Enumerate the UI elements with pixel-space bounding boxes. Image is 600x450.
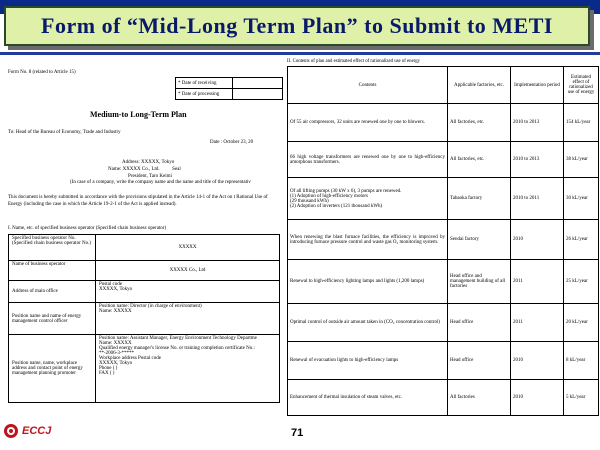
document-title: Medium-to Long-Term Plan: [90, 110, 187, 119]
slide-title: Form of “Mid-Long Term Plan” to Submit to METI: [41, 13, 553, 38]
address-line: (In case of a company, write the company name and the name and title of the representativ: [70, 180, 251, 186]
cell-factories: Tabaoka factory: [448, 178, 511, 220]
section-2-heading: II. Contents of plan and estimated effect of rationalized use of energy: [287, 59, 421, 64]
col-header: Implementation period: [511, 67, 564, 104]
cell-effect: 154 kL/year: [564, 104, 599, 142]
receiving-date-label: * Date of receiving: [176, 78, 233, 89]
table-row: [288, 380, 599, 416]
address-line: Address: XXXXX, Tokyo: [122, 160, 175, 165]
cell-effect: 38 kL/year: [564, 142, 599, 178]
cell-effect: 26 kL/year: [564, 220, 599, 260]
plan-table: [287, 66, 599, 416]
body-paragraph: This document is hereby submitted in accordance with the provisions stipulated in the Article 14-1 of the Act on t Rational Use of Energy (including the case in which the Article 19-2-1 of the Act is applied instead).: [8, 195, 268, 207]
cell-period: 2010 to 2013: [511, 104, 564, 142]
table-row: [288, 260, 599, 304]
section-1-heading: I. Name, etc. of specified business operator (Specified chain business operator): [8, 226, 167, 231]
col-header: Applicable factories, etc.: [448, 67, 511, 104]
cell-factories: All factories: [448, 380, 511, 416]
eccj-logo-icon: [4, 424, 18, 438]
table-row: [288, 304, 599, 342]
col-header: Estimated effect of rationalized use of energy: [564, 67, 599, 104]
cell-contents: Renewal to high-efficiency lighting lamps and lights (1,200 lamps): [288, 260, 448, 304]
eccj-logo: [4, 424, 51, 438]
addressee: To: Head of the Bureau of Economy, Trade and Industry: [8, 130, 121, 135]
row-label: Name of business operator: [9, 261, 96, 281]
cell-contents: Of 55 air compressors, 32 units are renewed one by one to blowers.: [288, 104, 448, 142]
cell-period: 2010 to 2013: [511, 142, 564, 178]
address-line: President, Taro Keimi: [128, 173, 172, 179]
address-line: Name: XXXXX Co., Ltd. Seal: [108, 166, 181, 172]
row-label: Position name, name, workplace address and contact point of energy management planning promoter: [9, 335, 96, 403]
cell-factories: Head office: [448, 342, 511, 380]
cell-contents: 66 high voltage transformers are renewed one by one to high-efficiency amorphous transformers.: [288, 142, 448, 178]
cell-effect: 20 kL/year: [564, 304, 599, 342]
cell-period: 2011: [511, 260, 564, 304]
row-label: Specified business operator No. (Specified chain business operator No.): [9, 235, 96, 261]
row-value: XXXXX: [96, 235, 280, 261]
cell-contents: Of all lifting pumps (30 kW x 6), 3 pumps are renewed. (1) Adoption of high-efficiency motors (29 thousand kWh) (2) Adoption of inverters (121 thousand kWh): [288, 178, 448, 220]
cell-effect: 30 kL/year: [564, 178, 599, 220]
operator-table: [8, 234, 280, 403]
document-date: Date : October 23, 20: [210, 140, 254, 145]
cell-period: 2010: [511, 220, 564, 260]
row-label: Position name and name of energy management control officer: [9, 303, 96, 335]
row-label: Address of main office: [9, 281, 96, 303]
row-value: Postal code XXXXX, Tokyo: [96, 281, 280, 303]
cell-period: 2010 to 2011: [511, 178, 564, 220]
cell-period: 2010: [511, 380, 564, 416]
table-row: [288, 220, 599, 260]
row-value: Position name: Assistant Manager, Energy Environment Technology Departme Name: XXXXX Qualified energy manager's license No. or training completion certificate No.: **-2006-3-***** Workplace address Postal code XXXXX, Tokyo Phone ( ) FAX ( ): [96, 335, 280, 403]
row-value: XXXXX Co., Ltd: [96, 261, 280, 281]
page-number: 71: [291, 427, 304, 439]
receiving-table: [175, 77, 283, 100]
form-number: Form No. 8 (related to Article 15): [8, 70, 76, 75]
cell-factories: Head office and management building of all factories: [448, 260, 511, 304]
table-row: [288, 142, 599, 178]
cell-contents: Optimal control of outside air amount taken in (CO₂ concentration control): [288, 304, 448, 342]
table-header-row: [288, 67, 599, 104]
row-value: Position name: Director (in charge of environment) Name: XXXXX: [96, 303, 280, 335]
receiving-date-value: [233, 78, 283, 89]
processing-date-value: [233, 89, 283, 100]
cell-factories: All factories, etc.: [448, 104, 511, 142]
table-row: [288, 104, 599, 142]
cell-factories: Head office: [448, 304, 511, 342]
sender-address: [70, 160, 251, 187]
cell-contents: When renewing the blast furnace facilities, the efficiency is improved by introducing furnace pressure control and waste gas O₂ monitoring system.: [288, 220, 448, 260]
processing-date-label: * Date of processing: [176, 89, 233, 100]
cell-contents: Renewal of evacuation lights to high-efficiency lamps: [288, 342, 448, 380]
table-row: [288, 178, 599, 220]
cell-effect: 8 kL/year: [564, 342, 599, 380]
cell-period: 2011: [511, 304, 564, 342]
cell-factories: Sendai factory: [448, 220, 511, 260]
divider-line: [0, 52, 600, 55]
logo-text: ECCJ: [22, 425, 52, 437]
cell-contents: Enhancement of thermal insulation of steam valves, etc.: [288, 380, 448, 416]
col-header: Contents: [288, 67, 448, 104]
cell-factories: All factories, etc.: [448, 142, 511, 178]
cell-effect: 25 kL/year: [564, 260, 599, 304]
cell-effect: 5 kL/year: [564, 380, 599, 416]
table-row: [288, 342, 599, 380]
slide-title-box: [4, 6, 590, 46]
cell-period: 2010: [511, 342, 564, 380]
